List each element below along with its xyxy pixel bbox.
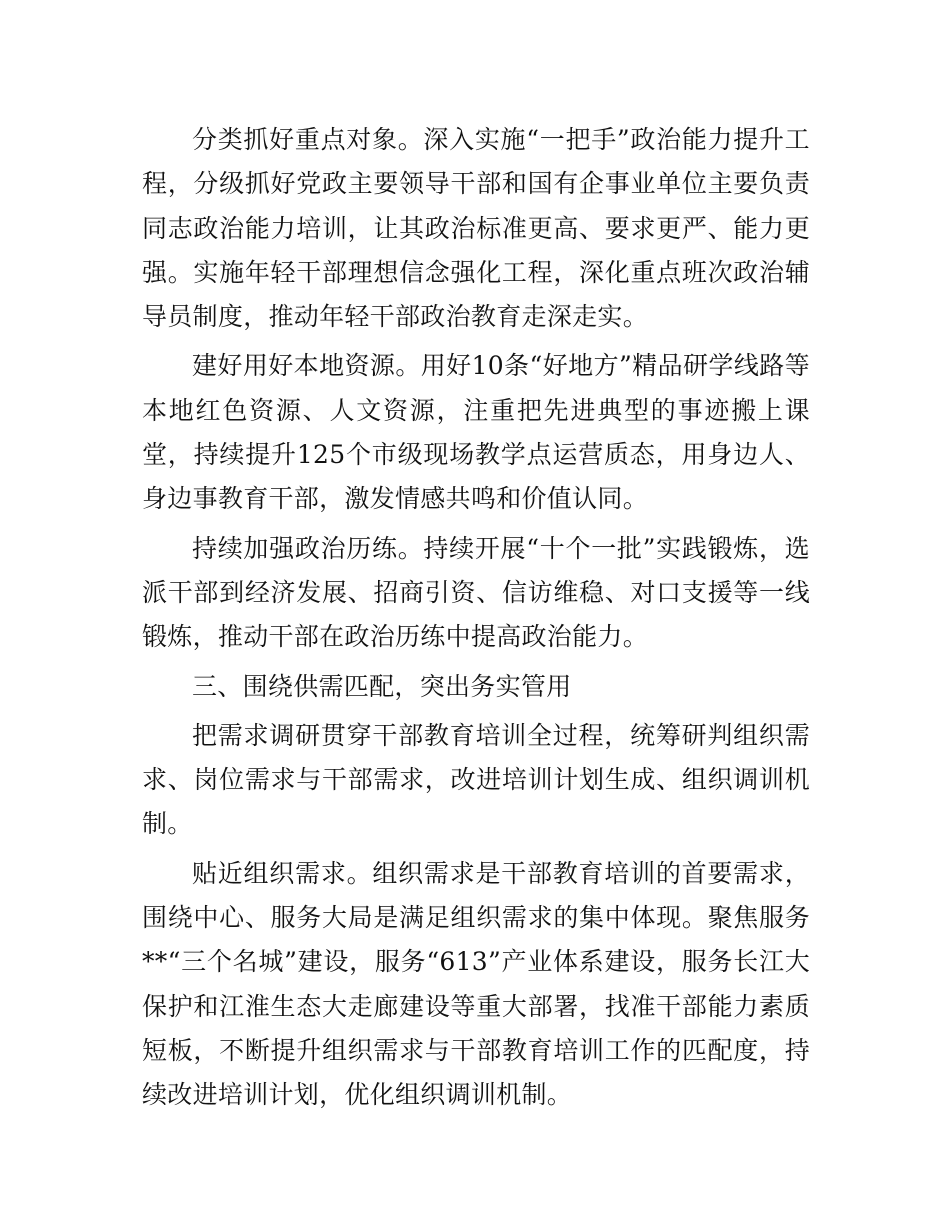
paragraph-local-resources: 建好用好本地资源。用好10条“好地方”精品研学线路等本地红色资源、人文资源，注重把先进典型的事迹搬上课堂，持续提升125个市级现场教学点运营质态，用身边人、身边事教育干部，激发情感共鸣和价值认同。 — [142, 351, 810, 514]
paragraph-needs-research: 把需求调研贯穿干部教育培训全过程，统筹研判组织需求、岗位需求与干部需求，改进培训计划生成、组织调训机制。 — [142, 720, 810, 839]
section-heading: 三、围绕供需匹配，突出务实管用 — [192, 671, 572, 701]
paragraph-key-targets: 分类抓好重点对象。深入实施“一把手”政治能力提升工程，分级抓好党政主要领导干部和国有企事业单位主要负责同志政治能力培训，让其政治标准更高、要求更严、能力更强。实施年轻干部理想信念强化工程，深化重点班次政治辅导员制度，推动年轻干部政治教育走深走实。 — [142, 125, 810, 332]
paragraph-political-training: 持续加强政治历练。持续开展“十个一批”实践锻炼，选派干部到经济发展、招商引资、信访维稳、对口支援等一线锻炼，推动干部在政治历练中提高政治能力。 — [142, 533, 810, 652]
paragraph-organizational-needs: 贴近组织需求。组织需求是干部教育培训的首要需求，围绕中心、服务大局是满足组织需求的集中体现。聚焦服务**“三个名城”建设，服务“613”产业体系建设，服务长江大保护和江淮生态大走廊建设等重大部署，找准干部能力素质短板，不断提升组织需求与干部教育培训工作的匹配度，持续改进培训计划，优化组织调训机制。 — [142, 858, 810, 1110]
document-body — [142, 118, 810, 1123]
